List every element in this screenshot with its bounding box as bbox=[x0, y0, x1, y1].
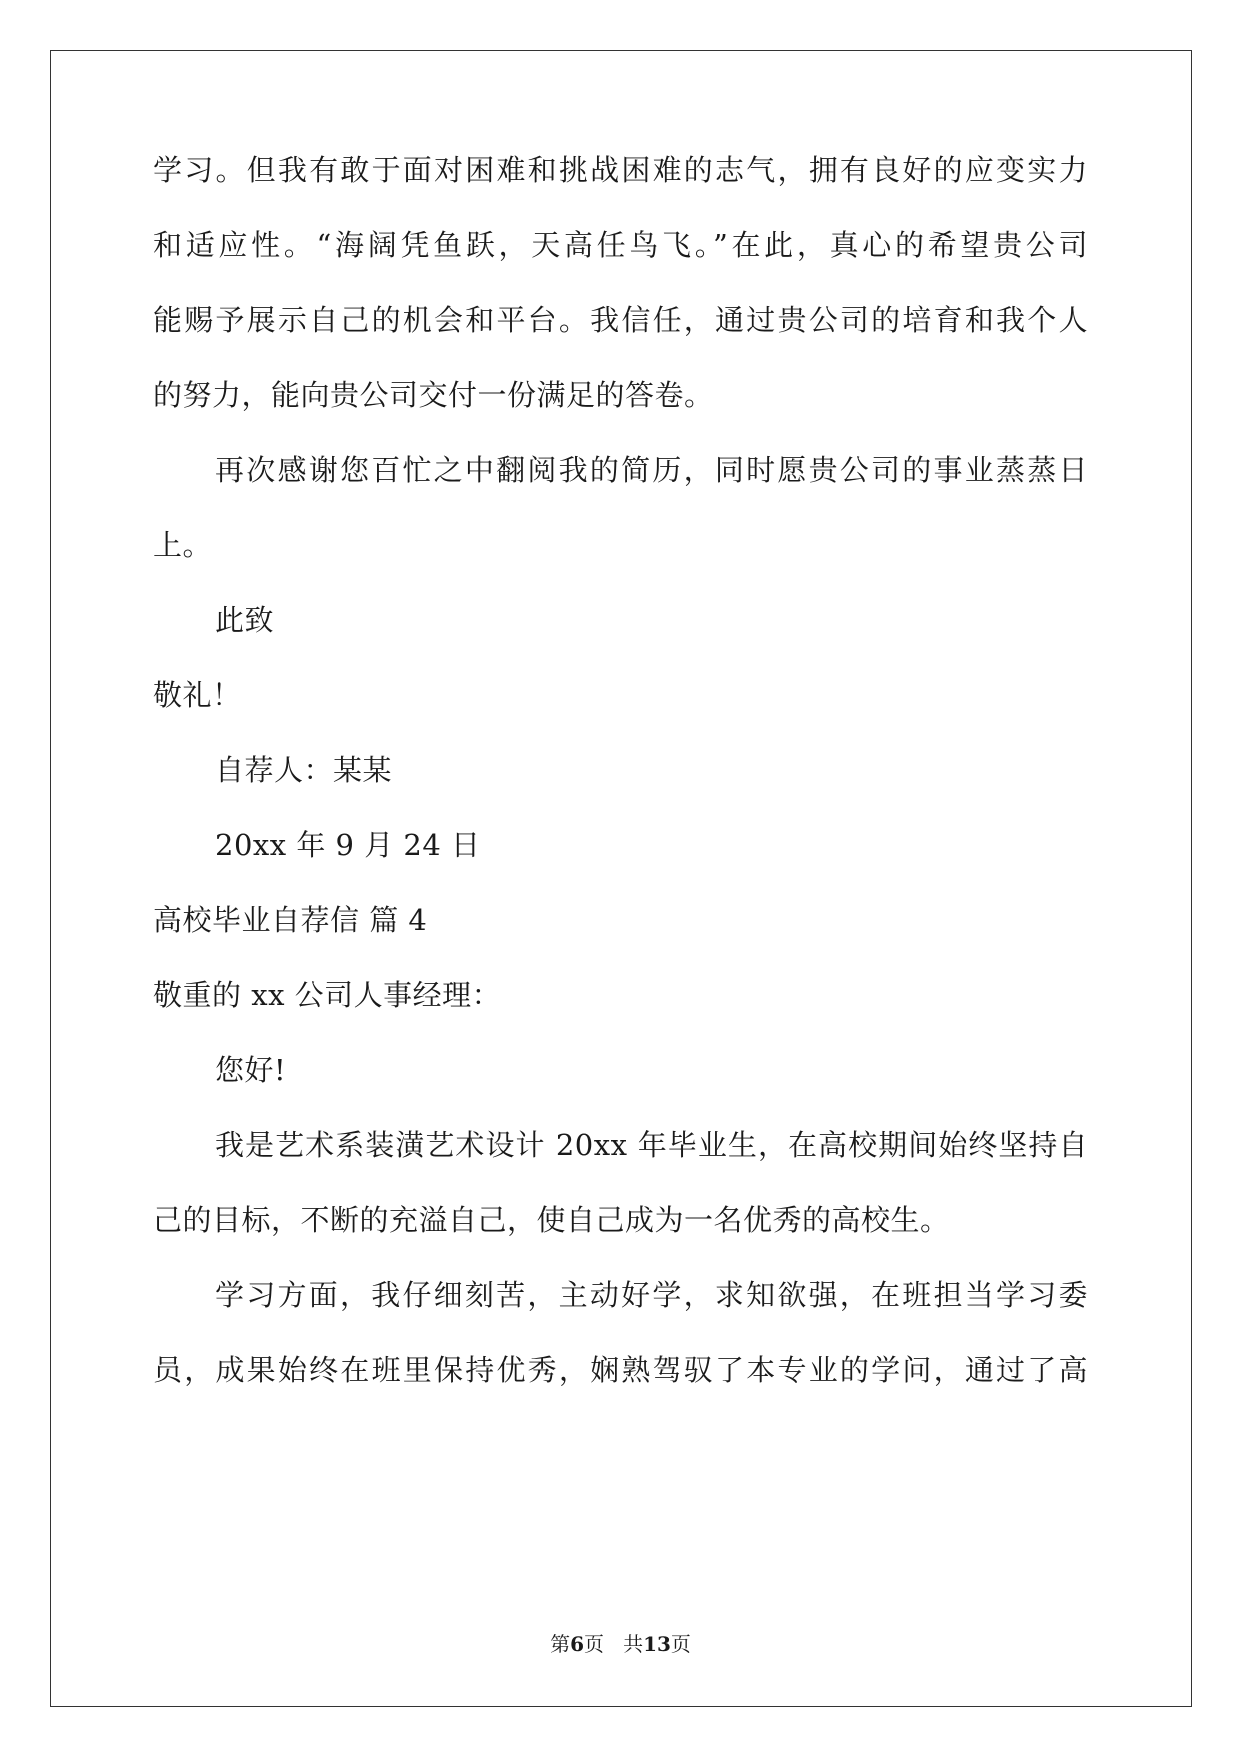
text-line: 员，成果始终在班里保持优秀，娴熟驾驭了本专业的学问，通过了高 bbox=[153, 1353, 1088, 1387]
total-pages: 13 bbox=[643, 1632, 671, 1656]
text-line: 学习方面，我仔细刻苦，主动好学，求知欲强，在班担当学习委 bbox=[215, 1278, 1088, 1312]
salutation: 敬礼！ bbox=[153, 678, 242, 712]
page-suffix: 页 bbox=[584, 1632, 604, 1656]
text-line: 和适应性。“海阔凭鱼跃，天高任鸟飞。”在此，真心的希望贵公司 bbox=[153, 228, 1088, 262]
page-footer bbox=[0, 1632, 1241, 1656]
text-line: 学习。但我有敢于面对困难和挑战困难的志气，拥有良好的应变实力 bbox=[153, 153, 1088, 187]
section-heading: 高校毕业自荐信 篇 4 bbox=[153, 903, 428, 937]
text-line: 我是艺术系装潢艺术设计 20xx 年毕业生，在高校期间始终坚持自 bbox=[215, 1128, 1088, 1162]
greeting: 敬重的 xx 公司人事经理： bbox=[153, 978, 502, 1012]
page-border bbox=[50, 50, 1192, 1707]
page-prefix: 第 bbox=[550, 1632, 571, 1656]
text-line: 能赐予展示自己的机会和平台。我信任，通过贵公司的培育和我个人 bbox=[153, 303, 1088, 337]
total-prefix: 共 bbox=[623, 1632, 644, 1656]
signature: 自荐人：某某 bbox=[215, 753, 393, 787]
date: 20xx 年 9 月 24 日 bbox=[215, 828, 481, 862]
page-number: 6 bbox=[570, 1632, 584, 1656]
text-line: 己的目标，不断的充溢自己，使自己成为一名优秀的高校生。 bbox=[153, 1203, 950, 1237]
closing-phrase: 此致 bbox=[215, 603, 275, 637]
total-suffix: 页 bbox=[670, 1632, 691, 1656]
text-line: 的努力，能向贵公司交付一份满足的答卷。 bbox=[153, 378, 714, 412]
text-line: 再次感谢您百忙之中翻阅我的简历，同时愿贵公司的事业蒸蒸日 bbox=[215, 453, 1088, 487]
greeting-line: 您好! bbox=[215, 1053, 287, 1087]
text-line: 上。 bbox=[153, 528, 213, 562]
